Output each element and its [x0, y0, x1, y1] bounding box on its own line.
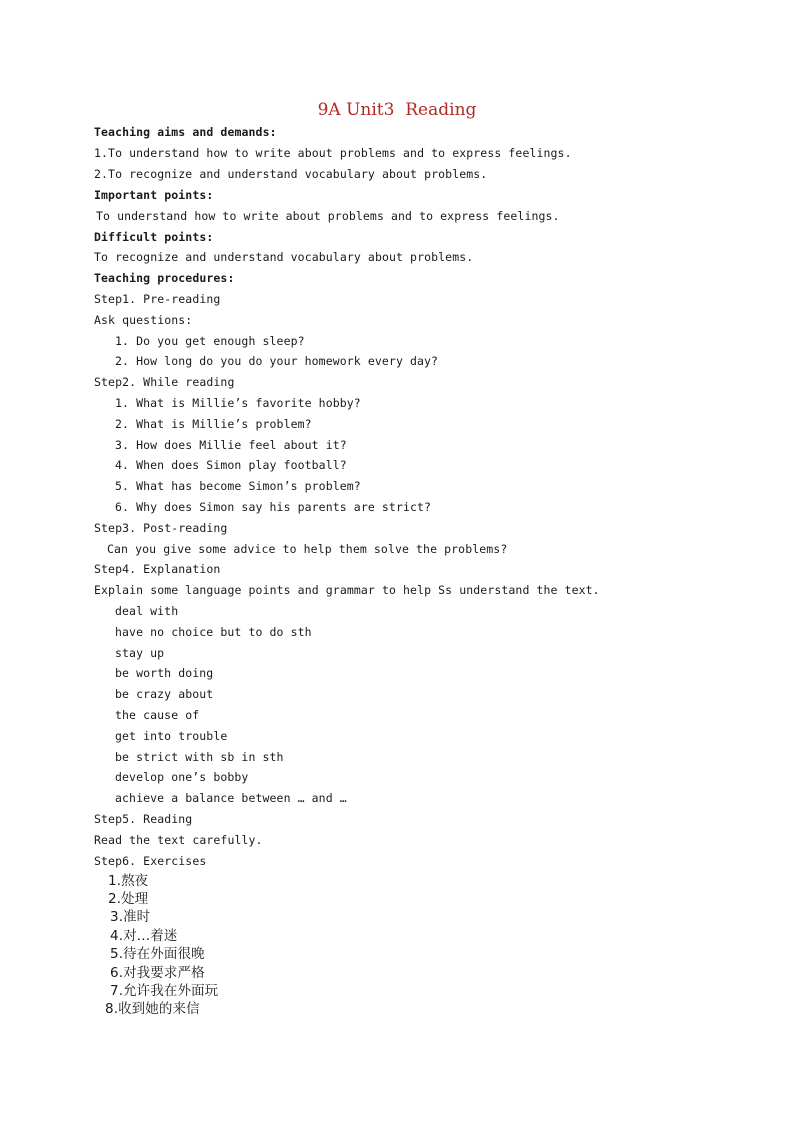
step5-title: Step5. Reading	[94, 812, 193, 826]
aims-item: 2.To recognize and understand vocabulary about problems.	[94, 167, 488, 181]
phrase-item: the cause of	[115, 708, 200, 722]
step4-title: Step4. Explanation	[94, 562, 221, 576]
step2-question: 6. Why does Simon say his parents are strict?	[115, 500, 432, 514]
aims-item: 1.To understand how to write about problems and to express feelings.	[94, 146, 572, 160]
step2-title: Step2. While reading	[94, 375, 235, 389]
step3-text: Can you give some advice to help them solve the problems?	[107, 542, 508, 556]
step6-title: Step6. Exercises	[94, 854, 207, 868]
important-text: To understand how to write about problems and to express feelings.	[96, 209, 560, 223]
procedures-heading: Teaching procedures:	[94, 271, 235, 285]
exercise-item: 7.允许我在外面玩	[110, 983, 219, 999]
aims-heading: Teaching aims and demands:	[94, 125, 277, 139]
difficult-heading: Difficult points:	[94, 230, 214, 244]
difficult-text: To recognize and understand vocabulary about problems.	[94, 250, 474, 264]
step2-question: 2. What is Millie’s problem?	[115, 417, 312, 431]
phrase-item: achieve a balance between … and …	[115, 791, 347, 805]
step4-text: Explain some language points and grammar to help Ss understand the text.	[94, 583, 600, 597]
step1-question: 1. Do you get enough sleep?	[115, 334, 305, 348]
document-title: 9A Unit3 Reading	[317, 100, 477, 120]
phrase-item: get into trouble	[115, 729, 228, 743]
step1-title: Step1. Pre-reading	[94, 292, 221, 306]
phrase-item: deal with	[115, 604, 179, 618]
step2-question: 3. How does Millie feel about it?	[115, 438, 347, 452]
step2-question: 5. What has become Simon’s problem?	[115, 479, 361, 493]
step5-text: Read the text carefully.	[94, 833, 263, 847]
exercise-item: 8.收到她的来信	[105, 1001, 200, 1017]
phrase-item: be strict with sb in sth	[115, 750, 284, 764]
step1-intro: Ask questions:	[94, 313, 193, 327]
step1-question: 2. How long do you do your homework every day?	[115, 354, 439, 368]
step3-title: Step3. Post-reading	[94, 521, 228, 535]
exercise-item: 3.准时	[110, 909, 151, 925]
exercise-item: 5.待在外面很晚	[110, 946, 205, 962]
phrase-item: be worth doing	[115, 666, 214, 680]
important-heading: Important points:	[94, 188, 214, 202]
phrase-item: be crazy about	[115, 687, 214, 701]
exercise-item: 4.对…着迷	[110, 928, 178, 944]
phrase-item: develop one’s bobby	[115, 770, 249, 784]
exercise-item: 6.对我要求严格	[110, 965, 205, 981]
step2-question: 1. What is Millie’s favorite hobby?	[115, 396, 361, 410]
step2-question: 4. When does Simon play football?	[115, 458, 347, 472]
phrase-item: have no choice but to do sth	[115, 625, 312, 639]
phrase-item: stay up	[115, 646, 165, 660]
exercise-item: 2.处理	[108, 891, 149, 907]
exercise-item: 1.熬夜	[108, 873, 149, 889]
